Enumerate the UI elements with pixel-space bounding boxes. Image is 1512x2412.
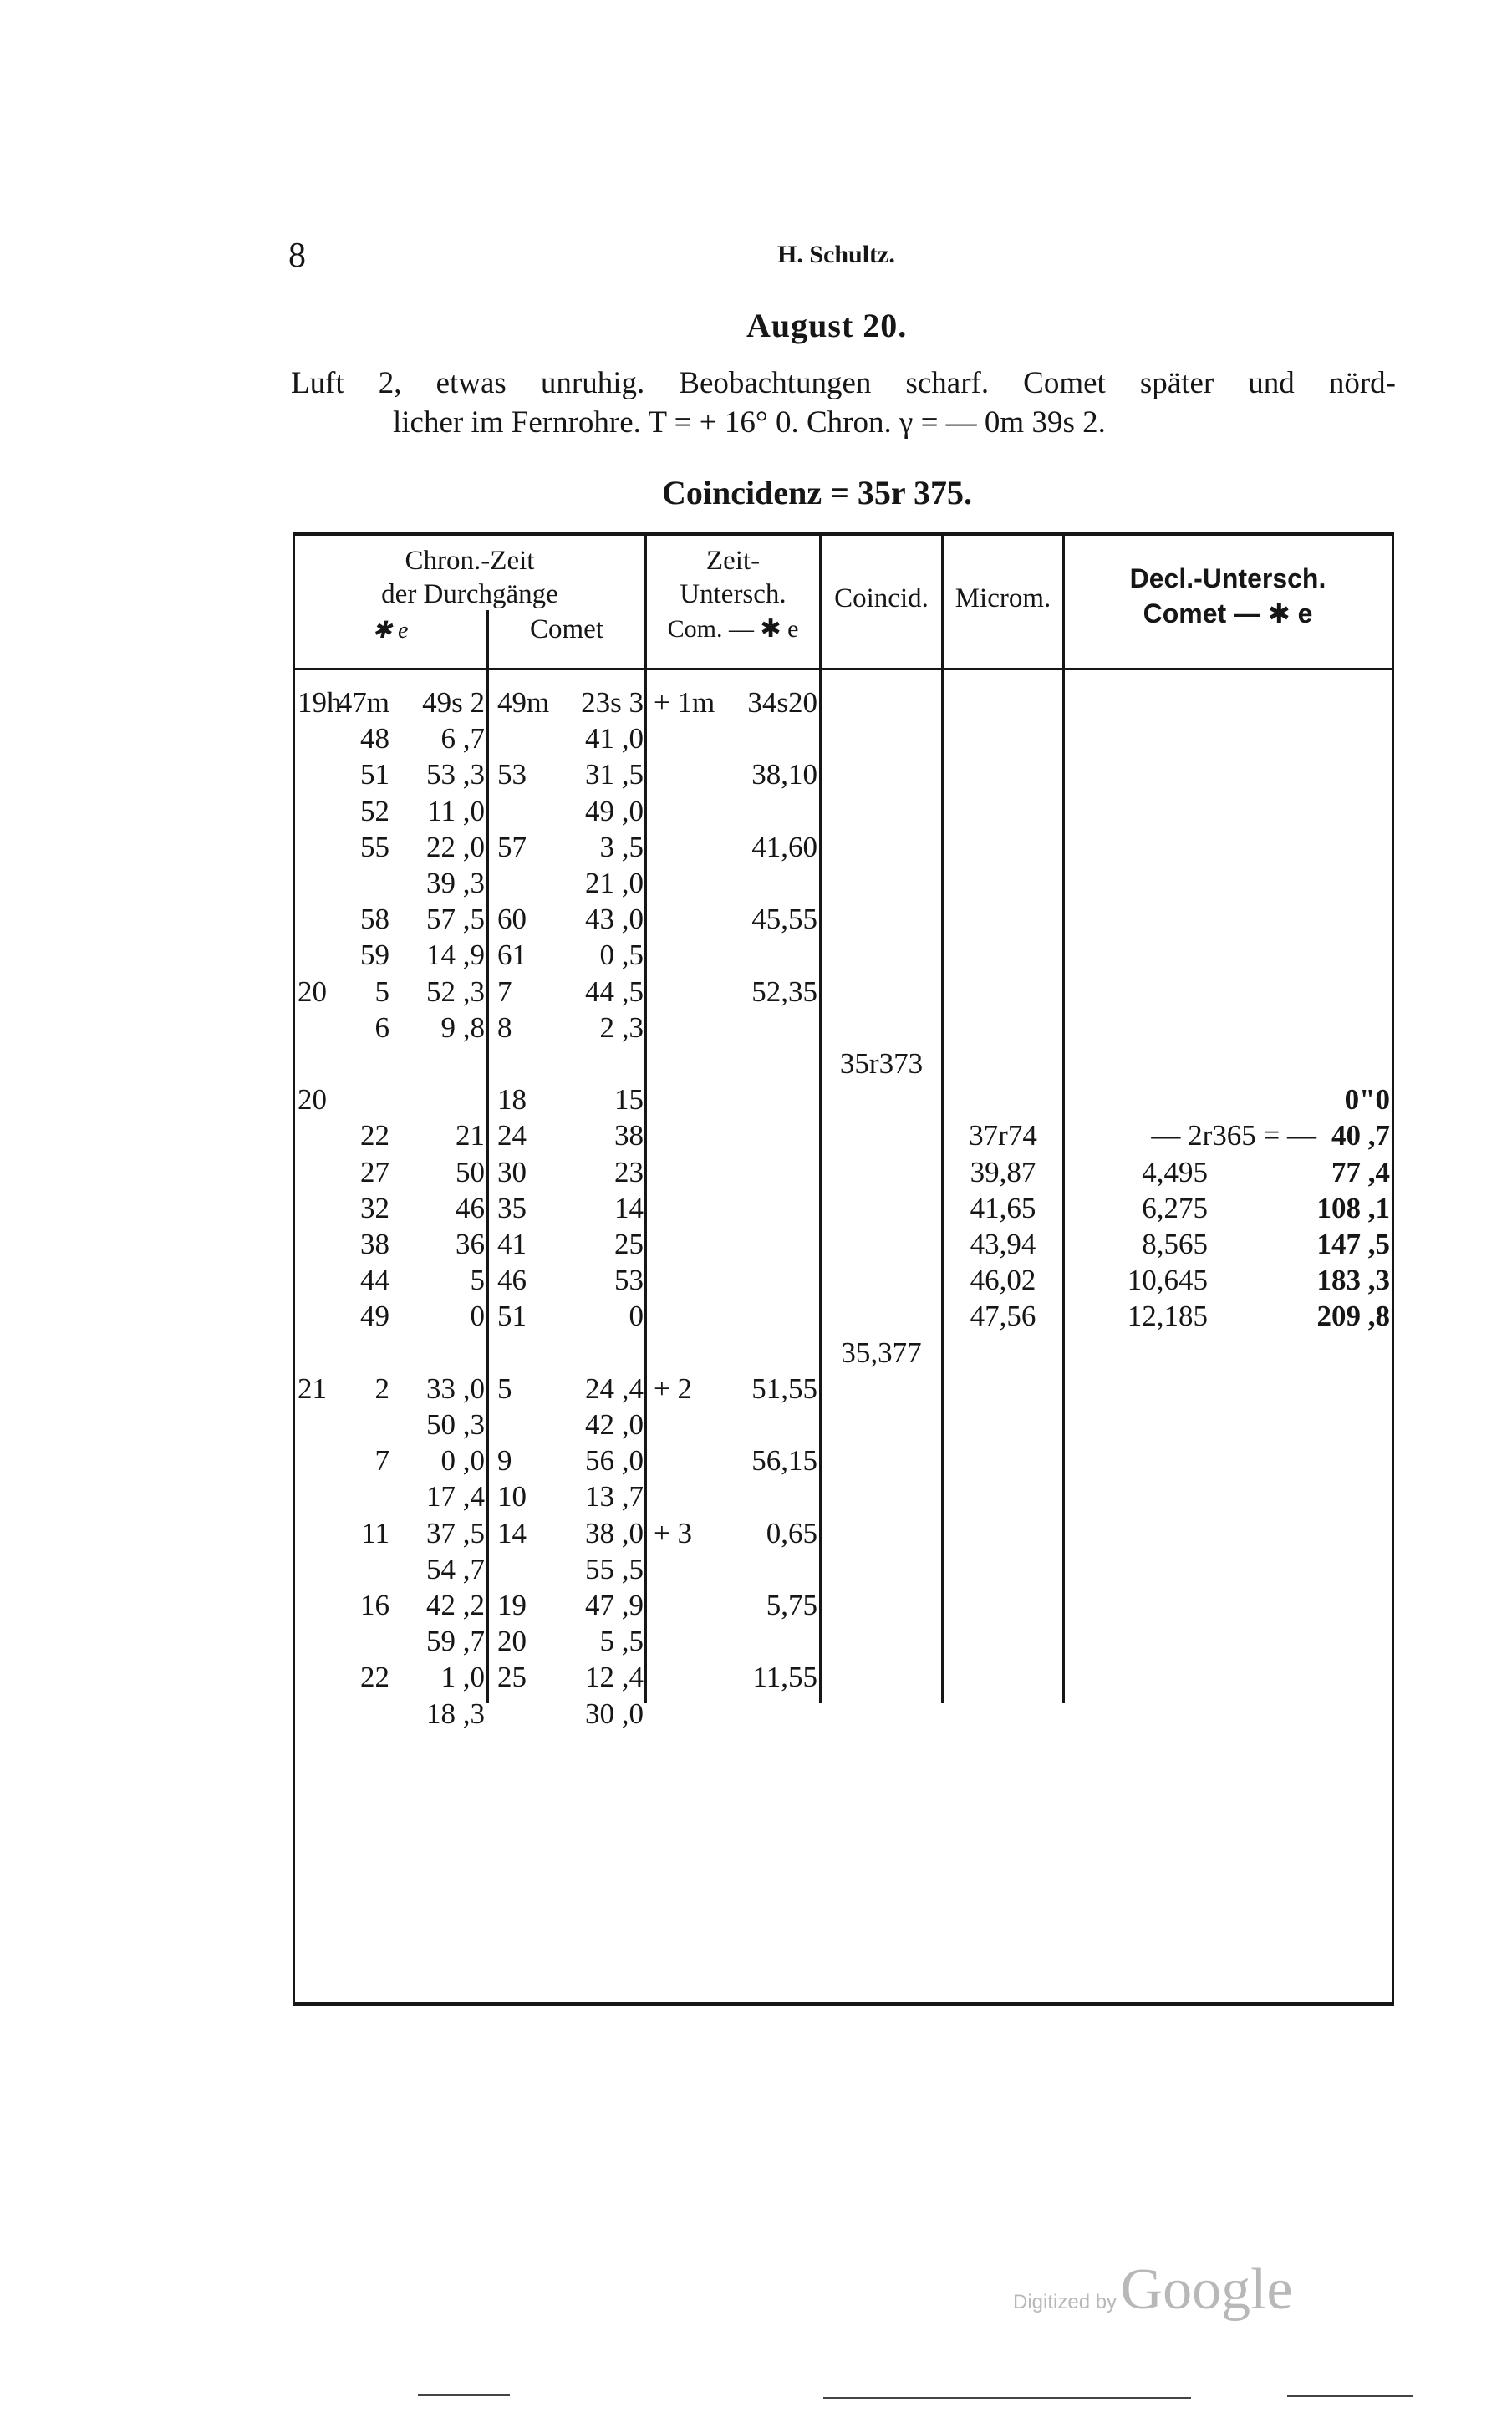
cell-rev: 12,185: [1127, 1300, 1208, 1333]
scan-edge-mark: [1287, 2395, 1413, 2397]
cell-cs: 13 ,7: [585, 1480, 644, 1514]
cell-zval: 45,55: [751, 903, 817, 936]
cell-cm: 46: [497, 1264, 527, 1297]
cell-ss: 5: [470, 1264, 485, 1297]
cell-ss: 46: [456, 1191, 485, 1224]
cell-cm: 49m: [497, 686, 550, 719]
cell-zval: 38,10: [751, 758, 817, 791]
cell-ss: 1 ,0: [440, 1661, 485, 1694]
cell-cm: 20: [497, 1625, 527, 1658]
cell-sm: 11: [361, 1516, 389, 1549]
table-bottom-rule: [293, 2002, 1394, 2006]
cell-sm: 48: [360, 722, 389, 756]
cell-arc: 147 ,5: [1316, 1228, 1390, 1260]
cell-ss: 49s 2: [422, 686, 485, 719]
cell-cm: 5: [497, 1371, 512, 1405]
cell-rev: 8,565: [1142, 1228, 1208, 1260]
cell-micro: 46,02: [970, 1264, 1036, 1297]
cell-sm: 22: [360, 1119, 389, 1153]
digitized-by-google-watermark: [1013, 2257, 1293, 2323]
header-zeit-line2: Untersch.: [680, 579, 787, 609]
cell-zval: 41,60: [751, 830, 817, 863]
cell-ss: 42 ,2: [426, 1589, 485, 1621]
cell-cs: 14: [614, 1191, 644, 1224]
cell-rev: 10,645: [1127, 1264, 1208, 1297]
header-decl-line1: Decl.-Untersch.: [1129, 563, 1326, 593]
cell-ss: 0: [470, 1300, 485, 1333]
cell-arc: 40 ,7: [1331, 1119, 1390, 1153]
cell-cm: 8: [497, 1010, 512, 1044]
cell-ss: 39 ,3: [426, 867, 485, 899]
cell-arc: 0"0: [1344, 1083, 1390, 1117]
cell-zval: 52,35: [751, 974, 817, 1008]
cell-ss: 17 ,4: [426, 1480, 485, 1514]
cell-rev: 4,495: [1142, 1155, 1208, 1188]
cell-zval: 5,75: [766, 1589, 817, 1621]
cell-cm: 24: [497, 1119, 527, 1153]
cell-cm: 19: [497, 1589, 527, 1621]
cell-cs: 30 ,0: [585, 1697, 644, 1730]
cell-cs: 15: [614, 1083, 644, 1117]
cell-ss: 37 ,5: [426, 1516, 485, 1549]
cell-micro: 39,87: [970, 1155, 1036, 1188]
cell-sm: 52: [360, 794, 389, 827]
cell-arc: 209 ,8: [1316, 1300, 1390, 1333]
date-heading: August 20.: [746, 307, 908, 344]
cell-cm: 57: [497, 830, 527, 863]
cell-cm: 9: [497, 1444, 512, 1478]
divider-microm-decl: [1062, 536, 1065, 1703]
cell-cs: 25: [614, 1228, 644, 1260]
cell-cm: 35: [497, 1191, 527, 1224]
cell-zsign: + 3: [654, 1516, 692, 1549]
cell-cs: 5 ,5: [599, 1625, 644, 1658]
cell-cs: 42 ,0: [585, 1408, 644, 1441]
header-chron-line1: Chron.-Zeit: [405, 546, 535, 576]
cell-cs: 53: [614, 1264, 644, 1297]
cell-rev: 6,275: [1142, 1191, 1208, 1224]
cell-zval: 11,55: [752, 1661, 817, 1694]
cell-ss: 11 ,0: [427, 794, 485, 827]
cell-cs: 55 ,5: [585, 1552, 644, 1585]
cell-coinc: 35,377: [841, 1336, 922, 1369]
cell-cs: 44 ,5: [585, 974, 644, 1008]
cell-cs: 38 ,0: [585, 1516, 644, 1549]
cell-zsign: + 1m: [654, 686, 715, 719]
cell-cs: 2 ,3: [599, 1010, 644, 1044]
divider-star-comet: [486, 610, 489, 1703]
cell-cm: 41: [497, 1228, 527, 1260]
cell-sm: 44: [360, 1264, 389, 1297]
cell-ss: 9 ,8: [440, 1010, 485, 1044]
cell-ss: 0 ,0: [440, 1444, 485, 1478]
cell-ss: 22 ,0: [426, 830, 485, 863]
cell-cs: 21 ,0: [585, 867, 644, 899]
cell-sm: 6: [374, 1010, 389, 1044]
cell-micro: 37r74: [969, 1119, 1037, 1153]
cell-coinc: 35r373: [839, 1047, 924, 1080]
cell-sm: 38: [360, 1228, 389, 1260]
cell-sm: 27: [360, 1155, 389, 1188]
cell-ss: 14 ,9: [426, 939, 485, 972]
running-head: H. Schultz.: [777, 241, 895, 268]
cell-rev: — 2r365 = —: [1151, 1119, 1316, 1153]
cell-arc: 183 ,3: [1316, 1264, 1390, 1297]
cell-ss: 33 ,0: [426, 1371, 485, 1405]
header-decl-line2: Comet — ✱ e: [1143, 598, 1313, 628]
cell-ss: 18 ,3: [426, 1697, 485, 1730]
cell-ss: 57 ,5: [426, 903, 485, 936]
cell-ss: 21: [456, 1119, 485, 1153]
cell-sh: 19h: [298, 686, 342, 719]
cell-cm: 30: [497, 1155, 527, 1188]
cell-sm: 22: [360, 1661, 389, 1694]
cell-ss: 6 ,7: [440, 722, 485, 756]
cell-cs: 49 ,0: [585, 794, 644, 827]
cell-arc: 108 ,1: [1316, 1191, 1390, 1224]
cell-cm: 18: [497, 1083, 527, 1117]
header-microm: Microm.: [955, 583, 1051, 613]
cell-cs: 38: [614, 1119, 644, 1153]
cell-sh: 20: [298, 1083, 327, 1117]
scan-edge-mark: [418, 2394, 510, 2396]
cell-sh: 20: [298, 974, 327, 1008]
cell-cs: 41 ,0: [585, 722, 644, 756]
cell-sm: 5: [374, 974, 389, 1008]
google-logo: Google: [1120, 2257, 1293, 2322]
cell-cm: 14: [497, 1516, 527, 1549]
cell-cs: 31 ,5: [585, 758, 644, 791]
scan-edge-mark: [823, 2397, 1191, 2399]
cell-cs: 0: [629, 1300, 644, 1333]
cell-ss: 52 ,3: [426, 974, 485, 1008]
cell-cs: 43 ,0: [585, 903, 644, 936]
header-zeit-line3: Com. — ✱ e: [667, 615, 799, 643]
cell-sm: 55: [360, 830, 389, 863]
cell-sm: 32: [360, 1191, 389, 1224]
header-chron-line2: der Durchgänge: [381, 579, 558, 609]
header-coincid: Coincid.: [834, 583, 929, 613]
cell-sm: 47m: [337, 686, 389, 719]
cell-micro: 41,65: [970, 1191, 1036, 1224]
cell-zval: 51,55: [751, 1371, 817, 1405]
cell-cm: 53: [497, 758, 527, 791]
observation-note-line-2: licher im Fernrohre. T = + 16° 0. Chron. γ = — 0m 39s 2.: [393, 405, 1106, 440]
cell-sm: 49: [360, 1300, 389, 1333]
cell-cs: 23s 3: [581, 686, 644, 719]
observation-note-line-1: Luft 2, etwas unruhig. Beobachtungen scharf. Comet später und nörd-: [291, 366, 1396, 400]
cell-cm: 7: [497, 974, 512, 1008]
cell-micro: 47,56: [970, 1300, 1036, 1333]
coincidence-heading: Coincidenz = 35r 375.: [662, 474, 972, 511]
cell-sh: 21: [298, 1371, 327, 1405]
cell-zsign: + 2: [654, 1371, 692, 1405]
cell-cm: 25: [497, 1661, 527, 1694]
cell-zval: 56,15: [751, 1444, 817, 1478]
digitized-prefix: Digitized by: [1013, 2291, 1117, 2313]
cell-zval: 0,65: [766, 1516, 817, 1549]
cell-cs: 0 ,5: [599, 939, 644, 972]
cell-ss: 50: [456, 1155, 485, 1188]
cell-sm: 16: [360, 1589, 389, 1621]
cell-micro: 43,94: [970, 1228, 1036, 1260]
header-star-e: ✱ e: [372, 618, 409, 644]
cell-sm: 58: [360, 903, 389, 936]
cell-cm: 51: [497, 1300, 527, 1333]
cell-cm: 10: [497, 1480, 527, 1514]
cell-sm: 51: [360, 758, 389, 791]
cell-zval: 34s20: [747, 686, 817, 719]
divider-zeit-coincid: [819, 536, 822, 1703]
cell-cs: 12 ,4: [585, 1661, 644, 1694]
cell-arc: 77 ,4: [1331, 1155, 1390, 1188]
cell-sm: 59: [360, 939, 389, 972]
cell-cs: 23: [614, 1155, 644, 1188]
cell-cm: 61: [497, 939, 527, 972]
table-left-border: [293, 532, 295, 2006]
cell-ss: 54 ,7: [426, 1552, 485, 1585]
cell-sm: 2: [374, 1371, 389, 1405]
table-right-border: [1392, 532, 1394, 2006]
cell-cs: 24 ,4: [585, 1371, 644, 1405]
table-header-rule: [293, 668, 1394, 670]
cell-cm: 60: [497, 903, 527, 936]
cell-cs: 3 ,5: [599, 830, 644, 863]
cell-ss: 50 ,3: [426, 1408, 485, 1441]
header-zeit-line1: Zeit-: [705, 546, 761, 576]
header-comet: Comet: [530, 614, 603, 644]
cell-cs: 56 ,0: [585, 1444, 644, 1478]
cell-ss: 36: [456, 1228, 485, 1260]
table-top-rule: [293, 532, 1394, 536]
cell-ss: 53 ,3: [426, 758, 485, 791]
divider-chron-zeit: [644, 536, 647, 1703]
cell-ss: 59 ,7: [426, 1625, 485, 1658]
cell-sm: 7: [374, 1444, 389, 1478]
cell-cs: 47 ,9: [585, 1589, 644, 1621]
page-number: 8: [288, 237, 306, 275]
